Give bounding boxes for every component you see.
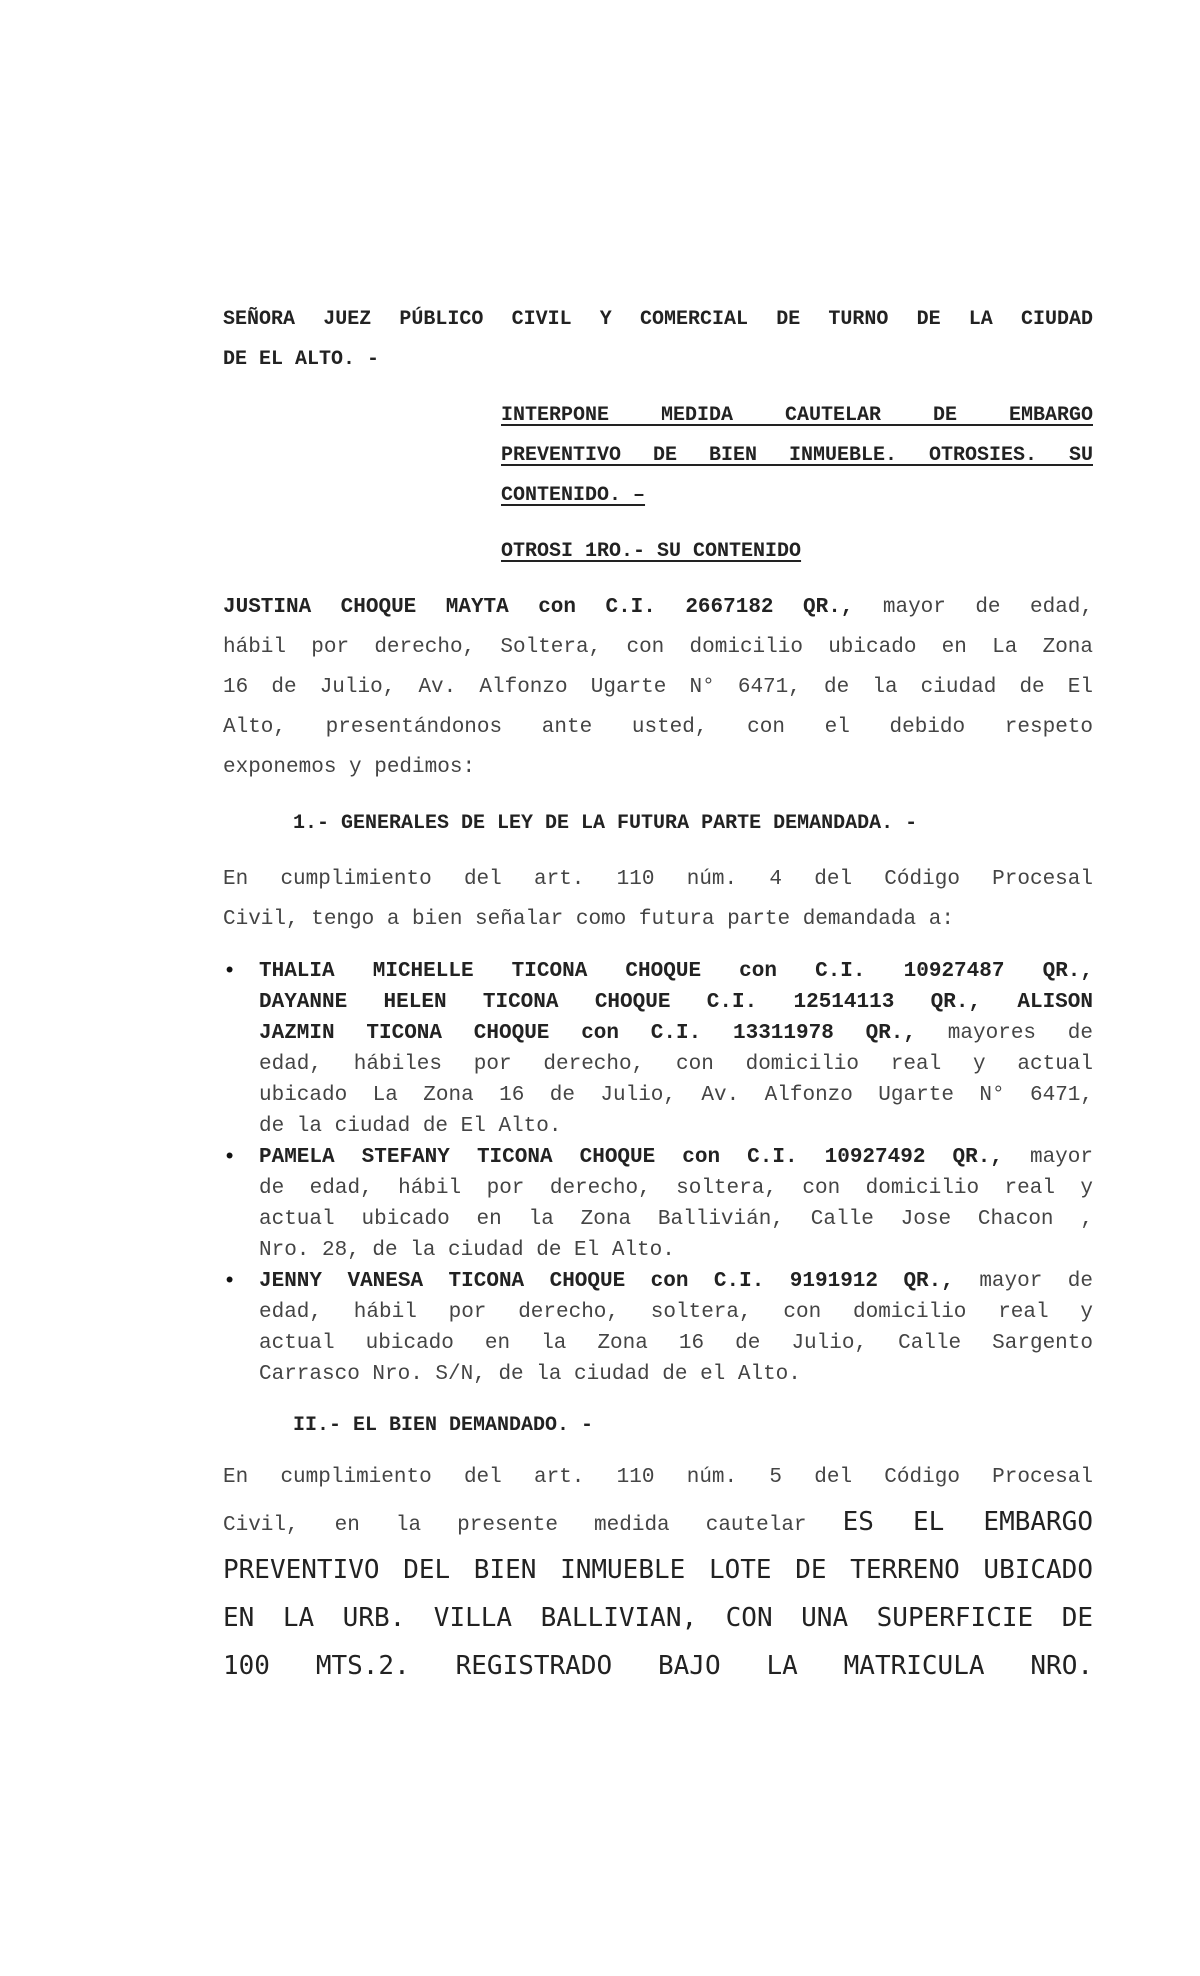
bullet-icon: • (223, 1269, 237, 1294)
section-2-line-1: En cumplimiento del art. 110 núm. 5 del Código Procesal (223, 1466, 1093, 1489)
defendant-2-line-4: Nro. 28, de la ciudad de El Alto. (259, 1239, 675, 1262)
section-2-line-2-big: ES EL EMBARGO (842, 1507, 1093, 1537)
intro-paragraph (223, 588, 1093, 788)
list-item (223, 1266, 1093, 1390)
defendant-3-name: JENNY VANESA TICONA CHOQUE con C.I. 9191912 QR., (259, 1270, 954, 1293)
section-2-line-5: 100 MTS.2. REGISTRADO BAJO LA MATRICULA NRO. (223, 1651, 1093, 1681)
addressee-line-1: SEÑORA JUEZ PÚBLICO CIVIL Y COMERCIAL DE TURNO DE LA CIUDAD (223, 308, 1093, 331)
list-item (223, 956, 1093, 1142)
section-2-line-2 (223, 1498, 1093, 1546)
intro-line-1 (223, 588, 1093, 628)
defendant-3-line-2: edad, hábil por derecho, soltera, con domicilio real y (259, 1301, 1093, 1324)
defendant-1-line-2: DAYANNE HELEN TICONA CHOQUE C.I. 12514113 QR., ALISON (259, 991, 1093, 1014)
addressee-line-2: DE EL ALTO. - (223, 348, 380, 371)
summa-title (501, 396, 1093, 516)
section-1-line-1: En cumplimiento del art. 110 núm. 4 del Código Procesal (223, 868, 1093, 891)
summa-line-2: PREVENTIVO DE BIEN INMUEBLE. OTROSIES. SU (501, 444, 1093, 467)
defendant-1-line-5: ubicado La Zona 16 de Julio, Av. Alfonzo Ugarte N° 6471, (259, 1084, 1093, 1107)
defendant-1-line-3 (259, 1018, 1093, 1049)
intro-line-3: 16 de Julio, Av. Alfonzo Ugarte N° 6471, de la ciudad de El (223, 676, 1093, 699)
defendant-2-line-1-rest: mayor (1002, 1146, 1093, 1169)
defendant-1-line-6: de la ciudad de El Alto. (259, 1115, 562, 1138)
section-2-heading: II.- EL BIEN DEMANDADO. - (293, 1414, 594, 1437)
section-2-line-3: PREVENTIVO DEL BIEN INMUEBLE LOTE DE TERRENO UBICADO (223, 1555, 1093, 1585)
defendant-1-line-1: THALIA MICHELLE TICONA CHOQUE con C.I. 10927487 QR., (259, 960, 1093, 983)
summa-line-1: INTERPONE MEDIDA CAUTELAR DE EMBARGO (501, 404, 1093, 427)
section-2-line-2-small: Civil, en la presente medida cautelar (223, 1514, 843, 1537)
defendant-2-line-1 (259, 1142, 1093, 1173)
defendant-1-name-3: JAZMIN TICONA CHOQUE con C.I. 13311978 QR., (259, 1022, 917, 1045)
bullet-icon: • (223, 1145, 237, 1170)
section-2-paragraph (223, 1458, 1093, 1690)
intro-line-4: Alto, presentándonos ante usted, con el debido respeto (223, 716, 1093, 739)
addressee (223, 300, 1093, 380)
defendant-2-line-2: de edad, hábil por derecho, soltera, con domicilio real y (259, 1177, 1093, 1200)
defendant-2-line-3: actual ubicado en la Zona Ballivián, Calle Jose Chacon , (259, 1208, 1093, 1231)
section-1-paragraph (223, 860, 1093, 940)
section-1-heading: 1.- GENERALES DE LEY DE LA FUTURA PARTE DEMANDADA. - (293, 812, 918, 835)
otrosi-heading: OTROSI 1RO.- SU CONTENIDO (501, 540, 802, 563)
defendant-3-line-3: actual ubicado en la Zona 16 de Julio, Calle Sargento (259, 1332, 1093, 1355)
plaintiff-name: JUSTINA CHOQUE MAYTA con C.I. 2667182 QR., (223, 596, 854, 619)
defendants-list (223, 956, 1093, 1390)
defendant-1-line-3-rest: mayores de (916, 1022, 1094, 1045)
defendant-3-line-1-rest: mayor de (953, 1270, 1093, 1293)
defendant-3-line-4: Carrasco Nro. S/N, de la ciudad de el Alto. (259, 1363, 801, 1386)
list-item (223, 1142, 1093, 1266)
defendant-3-line-1 (259, 1266, 1093, 1297)
defendant-2-name: PAMELA STEFANY TICONA CHOQUE con C.I. 10927492 QR., (259, 1146, 1003, 1169)
bullet-icon: • (223, 959, 237, 984)
intro-line-2: hábil por derecho, Soltera, con domicilio ubicado en La Zona (223, 636, 1093, 659)
summa-line-3: CONTENIDO. – (501, 484, 646, 507)
intro-line-5: exponemos y pedimos: (223, 756, 476, 779)
section-2-line-4: EN LA URB. VILLA BALLIVIAN, CON UNA SUPERFICIE DE (223, 1603, 1093, 1633)
section-1-line-2: Civil, tengo a bien señalar como futura parte demandada a: (223, 908, 954, 931)
document-page (223, 300, 1093, 1690)
intro-line-1-rest: mayor de edad, (853, 596, 1093, 619)
defendant-1-line-4: edad, hábiles por derecho, con domicilio real y actual (259, 1053, 1093, 1076)
